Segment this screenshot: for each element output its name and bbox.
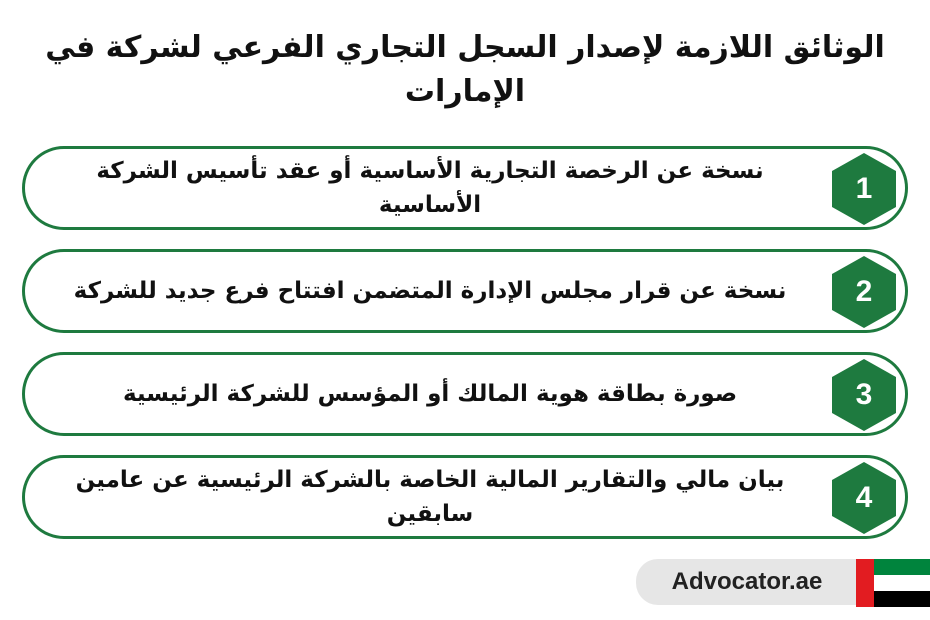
badge-number: 3 (855, 378, 873, 411)
list-item (22, 455, 908, 539)
item-text: بيان مالي والتقارير المالية الخاصة بالشركة الرئيسية عن عامين سابقين (75, 467, 785, 527)
number-badge (829, 151, 899, 227)
number-badge (829, 254, 899, 330)
item-text: صورة بطاقة هوية المالك أو المؤسس للشركة الرئيسية (122, 381, 738, 407)
number-badge (829, 460, 899, 536)
badge-number: 1 (855, 172, 873, 205)
item-text: نسخة عن قرار مجلس الإدارة المتضمن افتتاح فرع جديد للشركة (73, 278, 787, 304)
item-text: نسخة عن الرخصة التجارية الأساسية أو عقد تأسيس الشركة الأساسية (96, 158, 764, 218)
badge-number: 4 (855, 481, 873, 514)
page-title: الوثائق اللازمة لإصدار السجل التجاري الفرعي لشركة في الإمارات (45, 30, 885, 109)
brand-text: Advocator.ae (671, 568, 823, 595)
uae-flag-icon (856, 559, 930, 607)
list-item (22, 352, 908, 436)
badge-number: 2 (855, 275, 873, 308)
brand-label (636, 559, 858, 605)
list-item (22, 249, 908, 333)
number-badge (829, 357, 899, 433)
list-item (22, 146, 908, 230)
